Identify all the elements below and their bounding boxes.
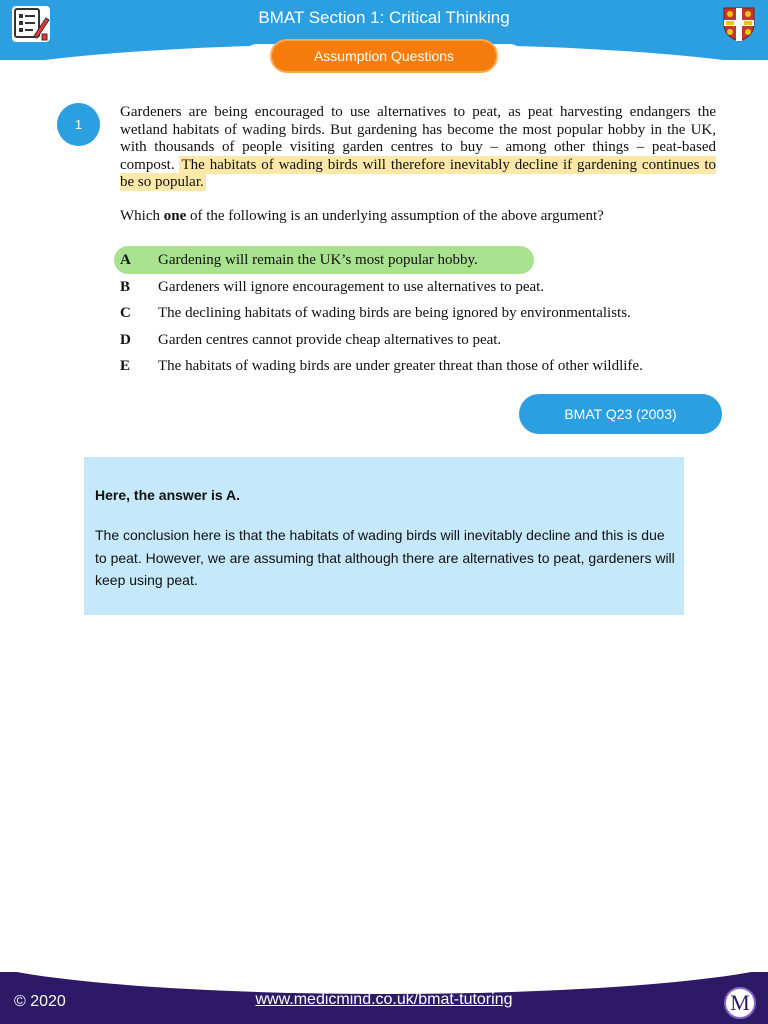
option-text: The habitats of wading birds are under greater threat than those of other wildlife. — [158, 358, 643, 374]
question-reference-button[interactable]: BMAT Q23 (2003) — [519, 394, 722, 434]
question-passage — [120, 104, 716, 192]
tutoring-link[interactable]: www.medicmind.co.uk/bmat-tutoring — [255, 991, 513, 1008]
option-text: Garden centres cannot provide cheap alternatives to peat. — [158, 331, 502, 348]
question-stem — [120, 208, 720, 225]
stem-text-before: Which — [120, 208, 164, 224]
question-number-badge: 1 — [57, 103, 100, 146]
medicmind-logo-icon: M — [724, 987, 756, 1019]
answer-heading: Here, the answer is A. — [95, 487, 240, 503]
option-c[interactable] — [114, 299, 734, 326]
option-d[interactable] — [114, 326, 734, 353]
answer-explanation-box — [84, 457, 684, 615]
tab-assumption-questions[interactable]: Assumption Questions — [272, 41, 496, 71]
page-title: BMAT Section 1: Critical Thinking — [258, 8, 510, 27]
passage-text: Gardeners are being encouraged to use alternatives to peat, as peat harvesting endangers the wetland habitats of wading birds. But gardening has become the most popular hobby in the UK, with thousands of people visiting garden centres to buy – among other things – peat-based compost. — [120, 104, 716, 173]
option-text: The declining habitats of wading birds are being ignored by environmentalists. — [158, 305, 631, 321]
option-b[interactable] — [114, 273, 734, 300]
copyright-text: © 2020 — [14, 993, 66, 1010]
option-text: Gardeners will ignore encouragement to use alternatives to peat. — [158, 278, 545, 295]
option-letter: D — [120, 331, 131, 348]
option-a[interactable] — [114, 246, 734, 273]
option-e[interactable] — [114, 352, 734, 379]
option-text: Gardening will remain the UK’s most popular hobby. — [158, 252, 478, 268]
option-letter: E — [120, 358, 131, 374]
answer-explanation: The conclusion here is that the habitats of wading birds will inevitably decline and this is due to peat. However, we are assuming that although there are alternatives to peat, gardeners will keep using peat. — [95, 527, 675, 588]
stem-text-after: of the following is an underlying assumption of the above argument? — [186, 208, 604, 224]
option-letter: C — [120, 305, 131, 321]
passage-conclusion-highlight: The habitats of wading birds will therefore inevitably decline if gardening continues to be so popular. — [120, 156, 716, 190]
answer-options — [114, 246, 734, 379]
stem-text-bold: one — [163, 208, 187, 224]
option-letter: A — [120, 252, 131, 268]
option-letter: B — [120, 278, 131, 295]
university-crest-icon — [722, 6, 756, 42]
